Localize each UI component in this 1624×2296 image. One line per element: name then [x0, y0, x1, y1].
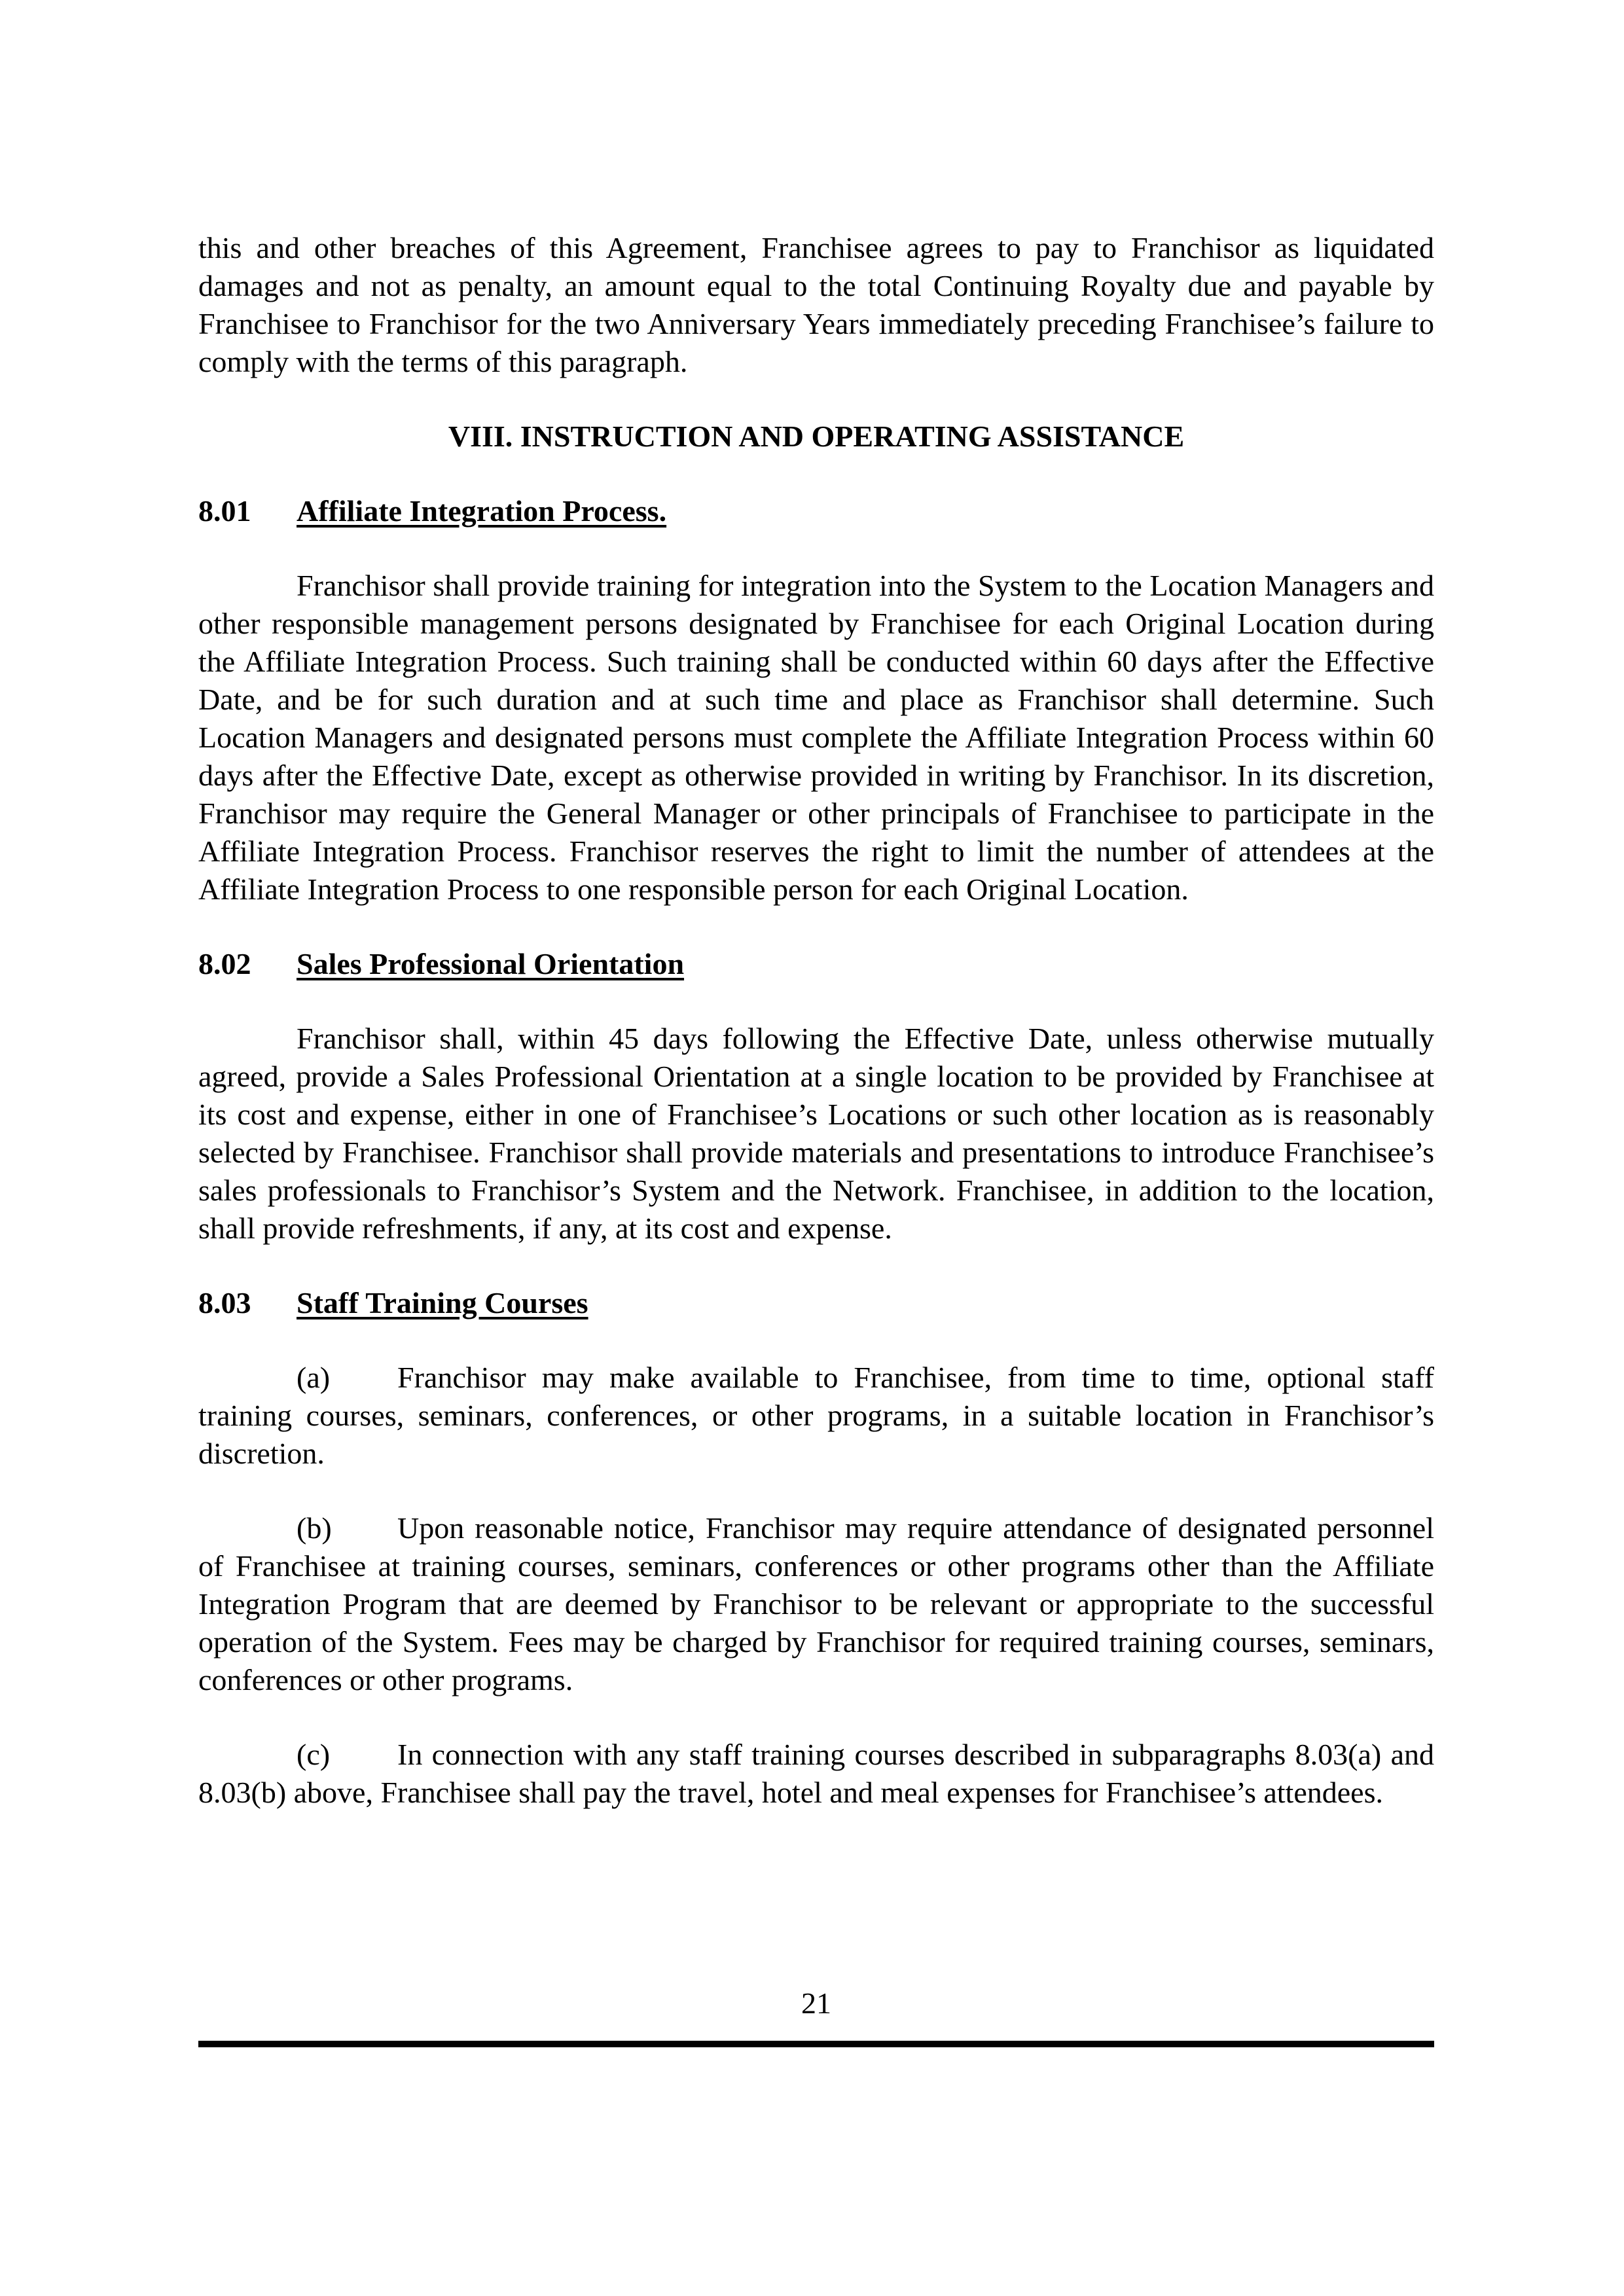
- section-title: Affiliate Integration Process.: [297, 494, 667, 528]
- subparagraph-label: (b): [297, 1511, 332, 1545]
- subparagraph-label: (c): [297, 1738, 331, 1771]
- section-number: 8.01: [198, 494, 251, 528]
- subparagraph-text: In connection with any staff training courses described in subparagraphs 8.03(a) and 8.03(b) above, Franchisee shall pay the travel, hotel and meal expenses for Franchisee’s attendees.: [198, 1738, 1434, 1809]
- subparagraph-text: Upon reasonable notice, Franchisor may require attendance of designated personnel of Franchisee at training courses, seminars, conferences or other programs other than the Affiliate Integration Program that are deemed by Franchisor to be relevant or appropriate to the successful operation of the System. Fees may be charged by Franchisor for required training courses, seminars, conferences or other programs.: [198, 1511, 1434, 1696]
- page-number: 21: [801, 1986, 831, 2020]
- section-heading: [198, 945, 1434, 983]
- subparagraph-b: [198, 1509, 1434, 1699]
- section-8-01: [198, 492, 1434, 908]
- section-heading: [198, 1284, 1434, 1322]
- article-title: VIII. INSTRUCTION AND OPERATING ASSISTANCE: [448, 420, 1185, 453]
- footer-rule: [198, 2041, 1434, 2047]
- subparagraph-a: [198, 1359, 1434, 1473]
- document-page: [198, 229, 1434, 1848]
- section-paragraph: Franchisor shall provide training for integration into the System to the Location Managers and other responsible management persons designated by Franchisee for each Original Location during the Affiliate Integration Process. Such training shall be conducted within 60 days after the Effective Date, and be for such duration and at such time and place as Franchisor shall determine. Such Location Managers and designated persons must complete the Affiliate Integration Process within 60 days after the Effective Date, except as otherwise provided in writing by Franchisor. In its discretion, Franchisor may require the General Manager or other principals of Franchisee to participate in the Affiliate Integration Process. Franchisor reserves the right to limit the number of attendees at the Affiliate Integration Process to one responsible person for each Original Location.: [198, 569, 1434, 906]
- section-number: 8.03: [198, 1286, 251, 1319]
- section-8-02: [198, 945, 1434, 1247]
- section-heading: [198, 492, 1434, 530]
- subparagraph-c: [198, 1736, 1434, 1812]
- section-8-03: [198, 1284, 1434, 1812]
- intro-paragraph: this and other breaches of this Agreement, Franchisee agrees to pay to Franchisor as liquidated damages and not as penalty, an amount equal to the total Continuing Royalty due and payable by Franchisee to Franchisor for the two Anniversary Years immediately preceding Franchisee’s failure to comply with the terms of this paragraph.: [198, 231, 1434, 378]
- section-title: Sales Professional Orientation: [297, 947, 685, 980]
- section-paragraph: Franchisor shall, within 45 days following the Effective Date, unless otherwise mutually agreed, provide a Sales Professional Orientation at a single location to be provided by Franchisee at its cost and expense, either in one of Franchisee’s Locations or such other location as is reasonably selected by Franchisee. Franchisor shall provide materials and presentations to introduce Franchisee’s sales professionals to Franchisor’s System and the Network. Franchisee, in addition to the location, shall provide refreshments, if any, at its cost and expense.: [198, 1022, 1434, 1245]
- subparagraph-label: (a): [297, 1361, 331, 1394]
- section-number: 8.02: [198, 947, 251, 980]
- section-title: Staff Training Courses: [297, 1286, 588, 1319]
- subparagraph-text: Franchisor may make available to Franchisee, from time to time, optional staff training courses, seminars, conferences, or other programs, in a suitable location in Franchisor’s discretion.: [198, 1361, 1434, 1470]
